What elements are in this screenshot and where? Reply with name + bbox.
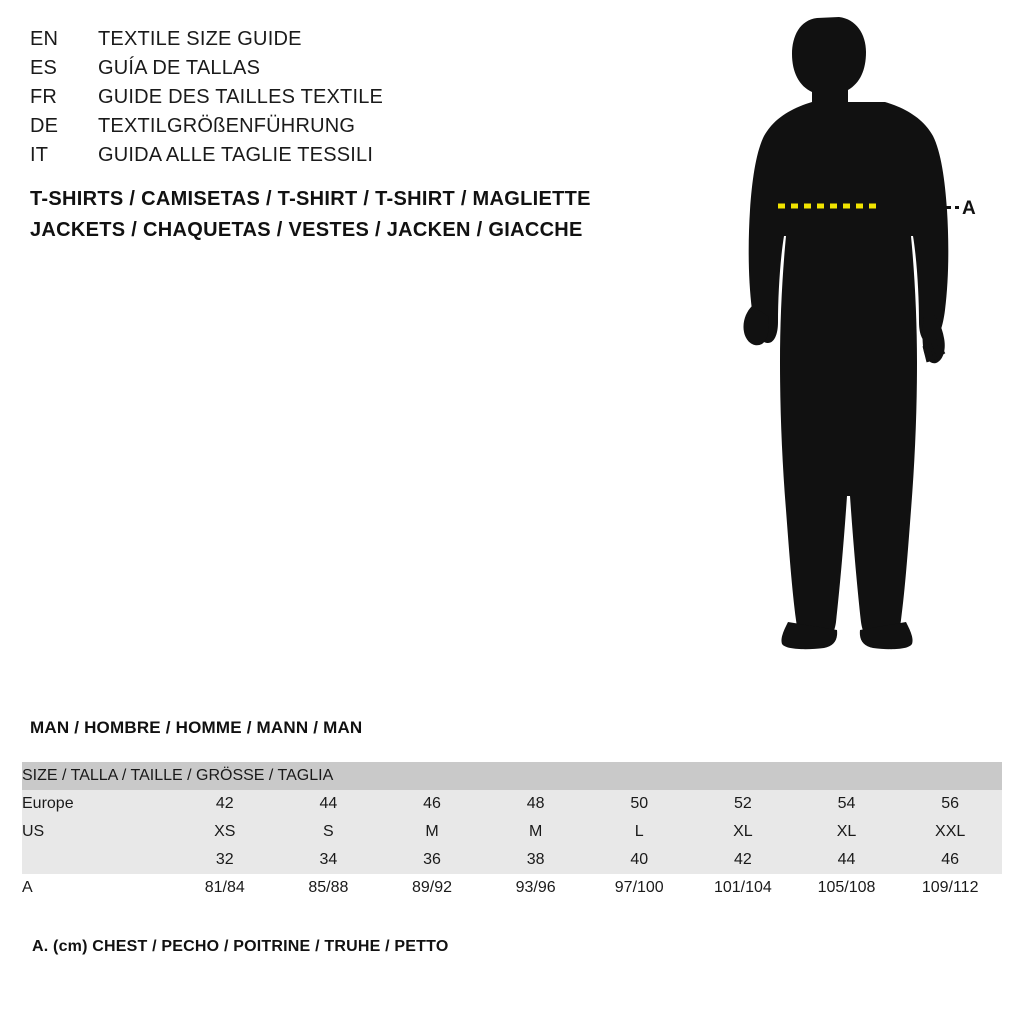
table-cell: XL xyxy=(795,818,899,846)
language-code: FR xyxy=(30,86,58,108)
row-label xyxy=(22,846,173,874)
table-cell: 109/112 xyxy=(898,874,1002,902)
table-header-row xyxy=(22,762,1002,790)
table-cell: 81/84 xyxy=(173,874,277,902)
measure-leader-line xyxy=(937,206,959,209)
language-title: GUIDA ALLE TAGLIE TESSILI xyxy=(98,144,374,166)
language-code: DE xyxy=(30,115,59,137)
table-cell: 34 xyxy=(277,846,381,874)
category-line-tshirts: T-SHIRTS / CAMISETAS / T-SHIRT / T-SHIRT / MAGLIETTE xyxy=(30,188,591,210)
table-cell: 54 xyxy=(795,790,899,818)
table-cell: 32 xyxy=(173,846,277,874)
language-code: IT xyxy=(30,144,49,166)
language-header-block xyxy=(30,28,650,173)
table-cell: 44 xyxy=(277,790,381,818)
table-cell: 85/88 xyxy=(277,874,381,902)
language-title: GUÍA DE TALLAS xyxy=(98,57,261,79)
table-cell: S xyxy=(277,818,381,846)
table-cell: 97/100 xyxy=(587,874,691,902)
table-cell: 40 xyxy=(587,846,691,874)
table-cell: 46 xyxy=(380,790,484,818)
table-footnote: A. (cm) CHEST / PECHO / POITRINE / TRUHE / PETTO xyxy=(32,938,449,955)
row-label: Europe xyxy=(22,790,173,818)
language-title: TEXTILGRÖßENFÜHRUNG xyxy=(98,115,356,137)
table-cell: 101/104 xyxy=(691,874,795,902)
language-row xyxy=(30,86,650,115)
table-cell: 89/92 xyxy=(380,874,484,902)
language-title: GUIDE DES TAILLES TEXTILE xyxy=(98,86,384,108)
measure-label-a: A xyxy=(962,198,976,219)
row-label: US xyxy=(22,818,173,846)
silhouette-svg xyxy=(700,10,1010,670)
language-row xyxy=(30,28,650,57)
table-cell: 36 xyxy=(380,846,484,874)
table-row xyxy=(22,790,1002,818)
man-silhouette-figure xyxy=(700,10,1010,670)
language-row xyxy=(30,115,650,144)
table-cell: M xyxy=(484,818,588,846)
table-cell: XXL xyxy=(898,818,1002,846)
table-cell: 44 xyxy=(795,846,899,874)
category-block xyxy=(30,184,690,246)
table-cell: L xyxy=(587,818,691,846)
category-line-jackets: JACKETS / CHAQUETAS / VESTES / JACKEN / GIACCHE xyxy=(30,219,583,241)
table-cell: 50 xyxy=(587,790,691,818)
table-cell: 38 xyxy=(484,846,588,874)
table-cell: XS xyxy=(173,818,277,846)
table-row xyxy=(22,874,1002,902)
table-cell: XL xyxy=(691,818,795,846)
table-row xyxy=(22,846,1002,874)
table-cell: 46 xyxy=(898,846,1002,874)
table-cell: 52 xyxy=(691,790,795,818)
language-row xyxy=(30,144,650,173)
table-cell: 42 xyxy=(173,790,277,818)
table-header-label: SIZE / TALLA / TAILLE / GRÖSSE / TAGLIA xyxy=(22,762,1002,790)
table-cell: 42 xyxy=(691,846,795,874)
table-cell: 93/96 xyxy=(484,874,588,902)
language-title: TEXTILE SIZE GUIDE xyxy=(98,28,302,50)
table-cell: 105/108 xyxy=(795,874,899,902)
size-table xyxy=(22,762,1002,902)
language-row xyxy=(30,57,650,86)
table-cell: M xyxy=(380,818,484,846)
language-code: EN xyxy=(30,28,59,50)
language-code: ES xyxy=(30,57,58,79)
table-cell: 56 xyxy=(898,790,1002,818)
row-label: A xyxy=(22,874,173,902)
table-row xyxy=(22,818,1002,846)
table-group-title: MAN / HOMBRE / HOMME / MANN / MAN xyxy=(30,718,363,737)
table-cell: 48 xyxy=(484,790,588,818)
